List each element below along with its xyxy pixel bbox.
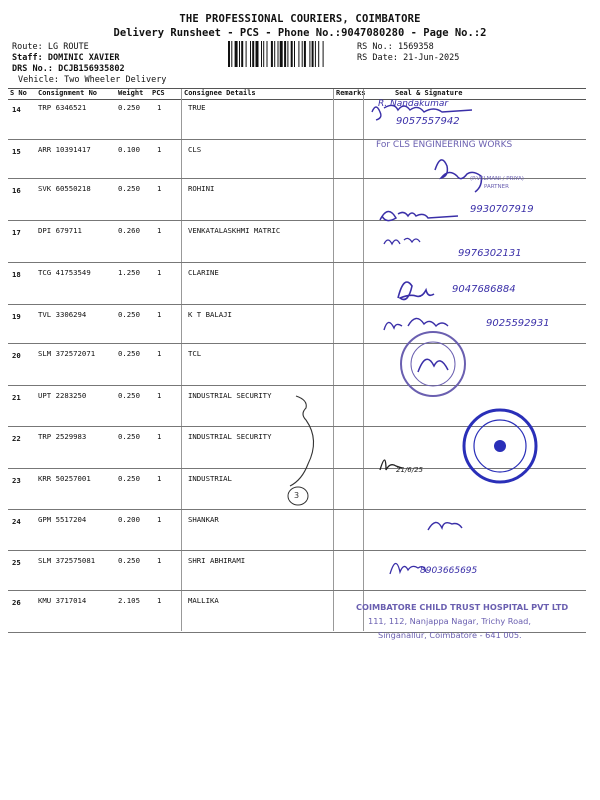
cell-pcs: 1 — [157, 226, 162, 235]
cell-weight: 0.100 — [118, 145, 140, 154]
rs-no-value: 1569358 — [397, 42, 434, 52]
cell-pcs: 1 — [157, 596, 162, 605]
industrial-seal-center — [494, 440, 506, 452]
cell-sno: 23 — [12, 476, 21, 485]
col-header-pcs: PCS — [152, 89, 165, 97]
signature-mark — [428, 522, 462, 530]
cell-weight: 1.250 — [118, 268, 140, 277]
drs-value: DCJB156935802 — [58, 64, 125, 74]
cell-consignment: SLM 372575081 — [38, 556, 96, 565]
company-title: THE PROFESSIONAL COURIERS, COIMBATORE — [179, 13, 421, 25]
cell-consignee: CLARINE — [188, 268, 219, 277]
cls-stamp-line1: For CLS ENGINEERING WORKS — [376, 140, 513, 150]
handwritten-phone: 9047686884 — [452, 284, 516, 295]
col-header-weight: Weight — [118, 89, 144, 97]
cell-sno: 16 — [12, 186, 21, 195]
cell-sno: 15 — [12, 147, 21, 156]
handwritten-phone: 8903665695 — [420, 566, 478, 576]
vehicle-value: Two Wheeler Delivery — [64, 75, 167, 85]
cell-sno: 18 — [12, 270, 21, 279]
cell-sno: 17 — [12, 228, 21, 237]
handwritten-name: R. Nandakumar — [378, 99, 449, 109]
signature-mark — [384, 318, 448, 330]
handwritten-count: 3 — [294, 491, 300, 500]
cell-pcs: 1 — [157, 515, 162, 524]
cell-consignment: GPM 5517204 — [38, 515, 87, 524]
cell-consignee: MALLIKA — [188, 596, 219, 605]
signature-mark — [380, 211, 458, 220]
cell-sno: 24 — [12, 517, 21, 526]
cell-consignee: INDUSTRIAL SECURITY — [188, 432, 272, 441]
cell-pcs: 1 — [157, 349, 162, 358]
cell-consignee: TCL — [188, 349, 202, 358]
hospital-stamp-line1: COIMBATORE CHILD TRUST HOSPITAL PVT LTD — [356, 602, 569, 612]
cell-sno: 14 — [12, 105, 21, 114]
handwritten-phone: 9025592931 — [486, 318, 550, 329]
cell-weight: 0.250 — [118, 556, 140, 565]
col-header-seal: Seal & Signature — [395, 89, 463, 97]
signature-mark — [398, 282, 434, 300]
cell-pcs: 1 — [157, 103, 162, 112]
cell-sno: 21 — [12, 393, 21, 402]
cell-weight: 0.250 — [118, 474, 140, 483]
cell-weight: 0.250 — [118, 103, 140, 112]
signature-mark — [384, 238, 420, 244]
cell-sno: 25 — [12, 558, 21, 567]
cell-consignee: INDUSTRIAL — [188, 474, 232, 483]
handwritten-phone: 9976302131 — [458, 248, 522, 259]
cell-weight: 0.250 — [118, 184, 140, 193]
hospital-stamp-line2: 111, 112, Nanjappa Nagar, Trichy Road, — [368, 616, 531, 626]
handwritten-date: 21/6/25 — [396, 466, 423, 474]
col-header-consignee: Consignee Details — [184, 89, 256, 97]
rs-date-value: 21-Jun-2025 — [403, 53, 460, 63]
handwritten-phone: 9057557942 — [396, 116, 460, 127]
cell-weight: 0.200 — [118, 515, 140, 524]
cell-consignee: VENKATALASKHMI MATRIC — [188, 226, 281, 235]
cell-pcs: 1 — [157, 145, 162, 154]
cell-sno: 26 — [12, 598, 21, 607]
cell-weight: 0.250 — [118, 310, 140, 319]
cell-consignee: CLS — [188, 145, 202, 154]
cell-consignment: TCG 41753549 — [38, 268, 91, 277]
vehicle-label: Vehicle: — [18, 75, 59, 85]
cell-pcs: 1 — [157, 310, 162, 319]
cell-consignment: DPI 679711 — [38, 226, 82, 235]
cell-sno: 20 — [12, 351, 21, 360]
cell-consignment: UPT 2283250 — [38, 391, 87, 400]
runsheet-title: Delivery Runsheet - PCS - Phone No.:9047080280 - Page No.:2 — [113, 27, 487, 39]
cell-sno: 22 — [12, 434, 21, 443]
cell-consignment: TVL 3306294 — [38, 310, 87, 319]
col-header-sno: S No — [10, 89, 27, 97]
rs-date-label: RS Date: — [357, 53, 398, 63]
cell-pcs: 1 — [157, 474, 162, 483]
cell-consignee: SHRI ABHIRAMI — [188, 556, 246, 565]
cell-consignment: SVK 60550218 — [38, 184, 91, 193]
col-header-consignment: Consignment No — [38, 89, 98, 97]
cell-weight: 0.260 — [118, 226, 140, 235]
cell-consignee: TRUE — [188, 103, 206, 112]
cell-consignment: KMU 3717014 — [38, 596, 87, 605]
staff-value: DOMINIC XAVIER — [47, 53, 120, 63]
staff-label: Staff: — [12, 53, 43, 63]
cell-pcs: 1 — [157, 556, 162, 565]
cell-consignee: ROHINI — [188, 184, 215, 193]
col-header-remarks: Remarks — [336, 89, 366, 97]
cell-weight: 0.250 — [118, 391, 140, 400]
cell-consignment: SLM 372572071 — [38, 349, 96, 358]
cls-stamp-line3: PARTNER — [484, 184, 509, 190]
cell-weight: 0.250 — [118, 349, 140, 358]
cell-consignee: INDUSTRIAL SECURITY — [188, 391, 272, 400]
cell-weight: 0.250 — [118, 432, 140, 441]
drs-label: DRS No.: — [12, 64, 53, 74]
cell-consignment: KRR 50257001 — [38, 474, 91, 483]
signature-mark — [418, 359, 448, 372]
cell-pcs: 1 — [157, 432, 162, 441]
route-value: LG ROUTE — [47, 42, 89, 52]
hospital-stamp-line3: Singanallur, Coimbatore - 641 005. — [378, 630, 522, 640]
cell-pcs: 1 — [157, 184, 162, 193]
route-label: Route: — [12, 42, 43, 52]
cell-consignment: ARR 10391417 — [38, 145, 91, 154]
cell-consignee: K T BALAJI — [188, 310, 232, 319]
cell-consignee: SHANKAR — [188, 515, 219, 524]
cls-stamp-line2: (P.VELMANI / PRIYA) — [470, 176, 524, 182]
cell-pcs: 1 — [157, 391, 162, 400]
handwritten-phone: 9930707919 — [470, 204, 534, 215]
cell-consignment: TRP 6346521 — [38, 103, 87, 112]
cell-consignment: TRP 2529983 — [38, 432, 87, 441]
pencil-bracket — [290, 396, 314, 486]
cell-weight: 2.105 — [118, 596, 140, 605]
rs-no-label: RS No.: — [357, 42, 393, 52]
cell-pcs: 1 — [157, 268, 162, 277]
cell-sno: 19 — [12, 312, 21, 321]
